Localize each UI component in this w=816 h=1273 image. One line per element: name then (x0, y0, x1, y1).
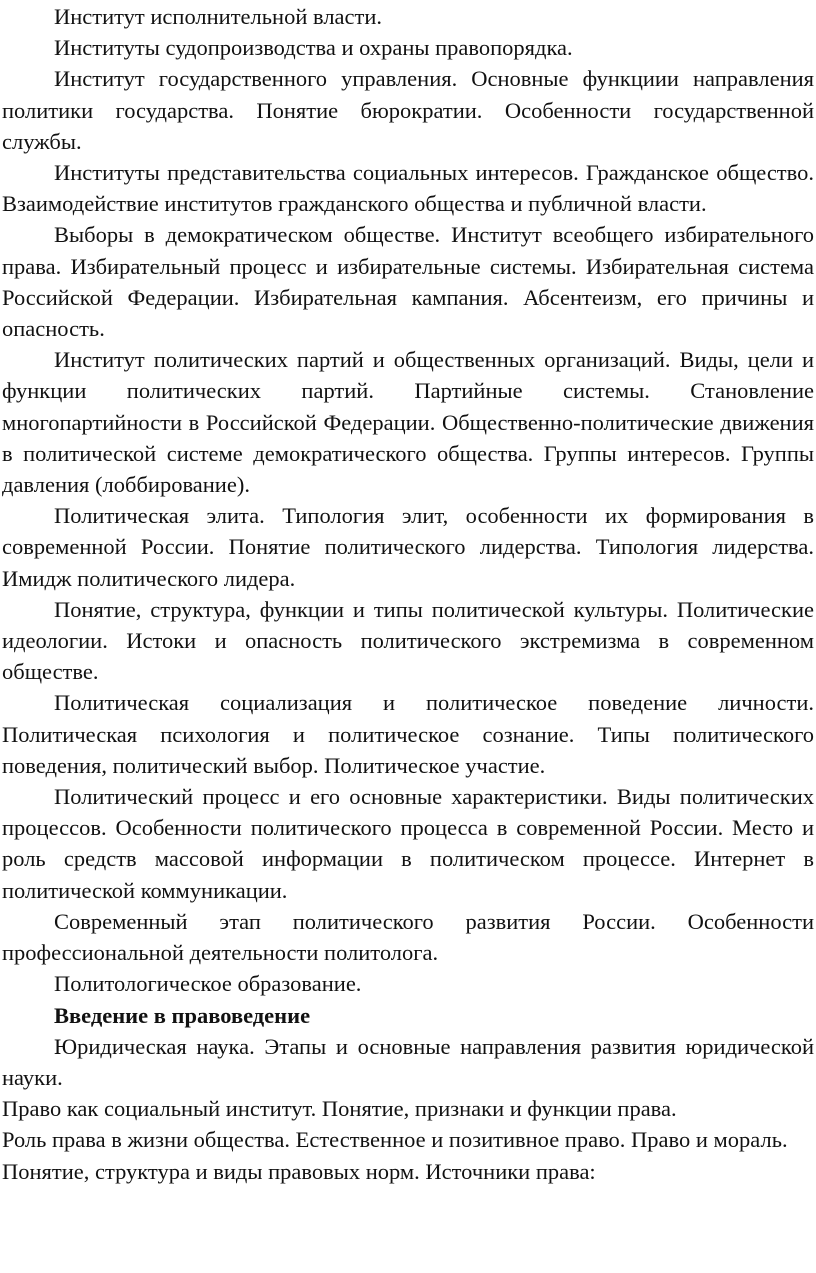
line-role-of-law: Роль права в жизни общества. Естественное и позитивное право. Право и мораль. Понятие, структура и виды правовых норм. Источники права: (2, 1127, 788, 1184)
paragraph-socialization: Политическая социализация и политическое поведение личности. Политическая психология и политическое сознание. Типы политического поведения, политический выбор. Политическое участие. (2, 690, 814, 778)
paragraph-parties: Институт политических партий и общественных организаций. Виды, цели и функции политических партий. Партийные системы. Становление многопартийности в Российской Федерации. Общественно-политические движения в политической системе демократического общества. Группы интересов. Группы давления (лоббирование). (2, 347, 814, 498)
paragraph-executive-power: Институт исполнительной власти. (54, 4, 383, 29)
paragraph-public-administration: Институт государственного управления. Основные функциии направления политики государства. Понятие бюрократии. Особенности государственной службы. (2, 66, 814, 154)
line-law-institution: Право как социальный институт. Понятие, признаки и функции права. (2, 1096, 677, 1122)
paragraph-judiciary: Институты судопроизводства и охраны правопорядка. (54, 35, 573, 61)
paragraph-elections: Выборы в демократическом обществе. Институт всеобщего избирательного права. Избирательный процесс и избирательные системы. Избирательная система Российской Федерации. Избирательная кампания. Абсентеизм, его причины и опасность. (2, 222, 814, 342)
paragraph-political-process: Политический процесс и его основные характеристики. Виды политических процессов. Особенности политического процесса в современной России. Место и роль средств массовой информации в политическом процессе. Интернет в политической коммуникации. (2, 784, 814, 903)
paragraph-political-culture: Понятие, структура, функции и типы политической культуры. Политические идеологии. Истоки и опасность политического экстремизма в современном обществе. (2, 596, 814, 685)
paragraph-legal-science: Юридическая наука. Этапы и основные направления развития юридической науки. (2, 1033, 814, 1090)
paragraph-education: Политологическое образование. (54, 971, 362, 997)
section-heading: Введение в правоведение (54, 1002, 311, 1028)
paragraph-representation: Институты представительства социальных интересов. Гражданское общество. Взаимодействие институтов гражданского общества и публичной власти. (2, 160, 814, 217)
paragraph-elite: Политическая элита. Типология элит, особенности их формирования в современной России. Понятие политического лидерства. Типология лидерства. Имидж политического лидера. (2, 503, 814, 591)
paragraph-current-stage: Современный этап политического развития России. Особенности профессиональной деятельности политолога. (2, 908, 814, 966)
